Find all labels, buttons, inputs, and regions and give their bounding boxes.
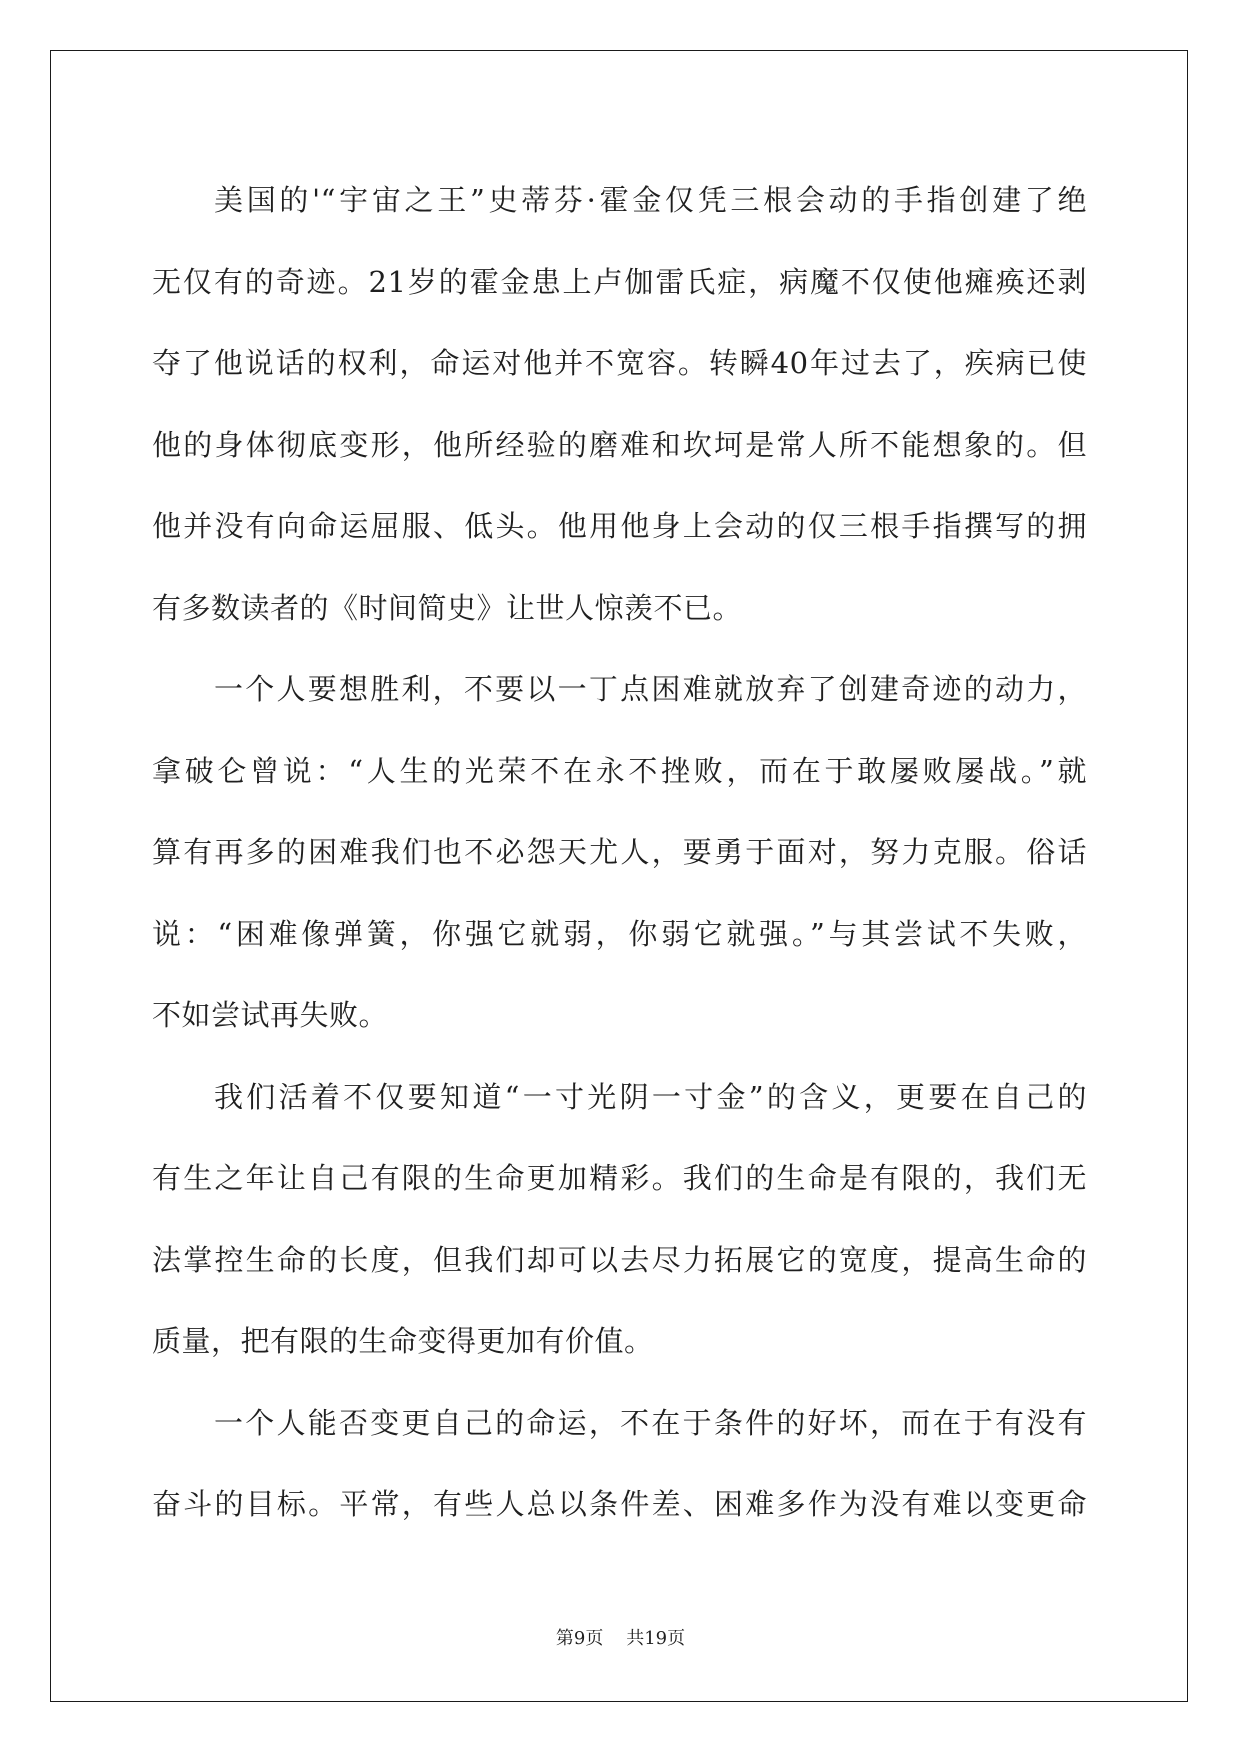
- paragraph-1-line-3: 夺了他说话的权利，命运对他并不宽容。转瞬40年过去了，疾病已使: [152, 346, 1087, 380]
- paragraph-3-line-1: 我们活着不仅要知道“一寸光阴一寸金”的含义，更要在自己的: [214, 1079, 1087, 1114]
- page-total: 共19页: [626, 1628, 686, 1649]
- paragraph-3-line-3: 法掌控生命的长度，但我们却可以去尽力拓展它的宽度，提高生命的: [152, 1242, 1087, 1277]
- paragraph-1-line-2: 无仅有的奇迹。21岁的霍金患上卢伽雷氏症，病魔不仅使他瘫痪还剥: [152, 264, 1087, 299]
- paragraph-3-line-4: 质量，把有限的生命变得更加有价值。: [152, 1324, 654, 1358]
- paragraph-1-line-4: 他的身体彻底变形，他所经验的磨难和坎坷是常人所不能想象的。但: [152, 427, 1087, 462]
- paragraph-2-line-4: 说：“困难像弹簧，你强它就弱，你弱它就强。”与其尝试不失败，: [152, 916, 1087, 951]
- page-number: 第9页: [555, 1628, 604, 1649]
- paragraph-4-line-1: 一个人能否变更自己的命运，不在于条件的好坏，而在于有没有: [214, 1405, 1087, 1440]
- paragraph-2-line-1: 一个人要想胜利，不要以一丁点困难就放弃了创建奇迹的动力，: [214, 672, 1087, 706]
- paragraph-1-line-1: 美国的'“宇宙之王”史蒂芬·霍金仅凭三根会动的手指创建了绝: [214, 183, 1087, 217]
- paragraph-3-line-2: 有生之年让自己有限的生命更加精彩。我们的生命是有限的，我们无: [152, 1161, 1087, 1195]
- paragraph-2-line-5: 不如尝试再失败。: [152, 998, 389, 1032]
- paragraph-2-line-2: 拿破仑曾说：“人生的光荣不在永不挫败，而在于敢屡败屡战。”就: [152, 753, 1087, 788]
- paragraph-1-line-6: 有多数读者的《时间简史》让世人惊羡不已。: [152, 590, 743, 625]
- page-footer: [0, 1624, 1241, 1650]
- paragraph-2-line-3: 算有再多的困难我们也不必怨天尤人，要勇于面对，努力克服。俗话: [152, 835, 1087, 869]
- document-body: [152, 160, 1087, 1546]
- paragraph-4-line-2: 奋斗的目标。平常，有些人总以条件差、困难多作为没有难以变更命: [152, 1487, 1087, 1521]
- paragraph-1-line-5: 他并没有向命运屈服、低头。他用他身上会动的仅三根手指撰写的拥: [152, 509, 1087, 543]
